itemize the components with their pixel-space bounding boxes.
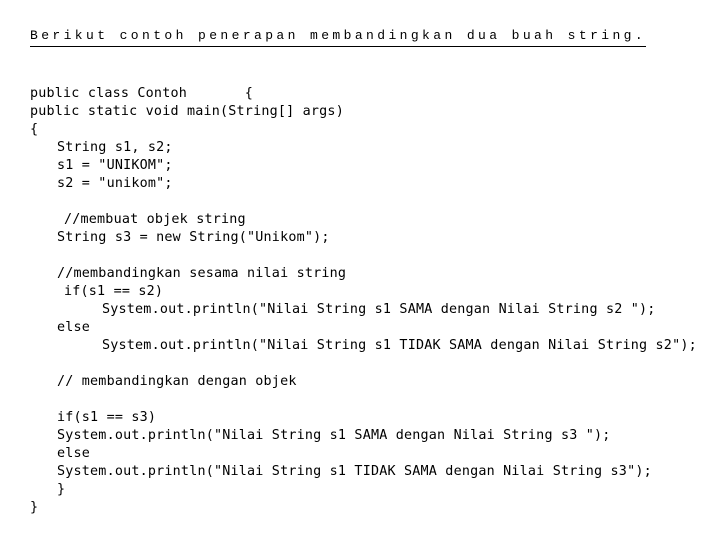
code-line: if(s1 == s3) [57, 410, 157, 425]
code-line: { [30, 122, 39, 137]
code-line: if(s1 == s2) [64, 284, 164, 299]
code-line: s2 = "unikom"; [57, 176, 173, 191]
code-line: } [30, 500, 39, 515]
code-line: System.out.println("Nilai String s1 TIDAK SAMA dengan Nilai String s3"); [57, 464, 652, 479]
code-line: s1 = "UNIKOM"; [57, 158, 173, 173]
code-line: System.out.println("Nilai String s1 SAMA dengan Nilai String s2 "); [102, 302, 656, 317]
code-line: else [57, 446, 91, 461]
code-line: else [57, 320, 91, 335]
code-line: String s3 = new String("Unikom"); [57, 230, 330, 245]
code-line: System.out.println("Nilai String s1 SAMA dengan Nilai String s3 "); [57, 428, 611, 443]
code-comment: //membandingkan sesama nilai string [57, 266, 347, 281]
slide-heading: Berikut contoh penerapan membandingkan dua buah string. [30, 28, 647, 43]
code-comment: // membandingkan dengan objek [57, 374, 297, 389]
code-line: public static void main(String[] args) [30, 104, 344, 119]
code-comment: //membuat objek string [64, 212, 246, 227]
code-line: String s1, s2; [57, 140, 173, 155]
code-line: } [57, 482, 66, 497]
code-line: public class Contoh { [30, 86, 254, 101]
code-line: System.out.println("Nilai String s1 TIDAK SAMA dengan Nilai String s2"); [102, 338, 697, 353]
